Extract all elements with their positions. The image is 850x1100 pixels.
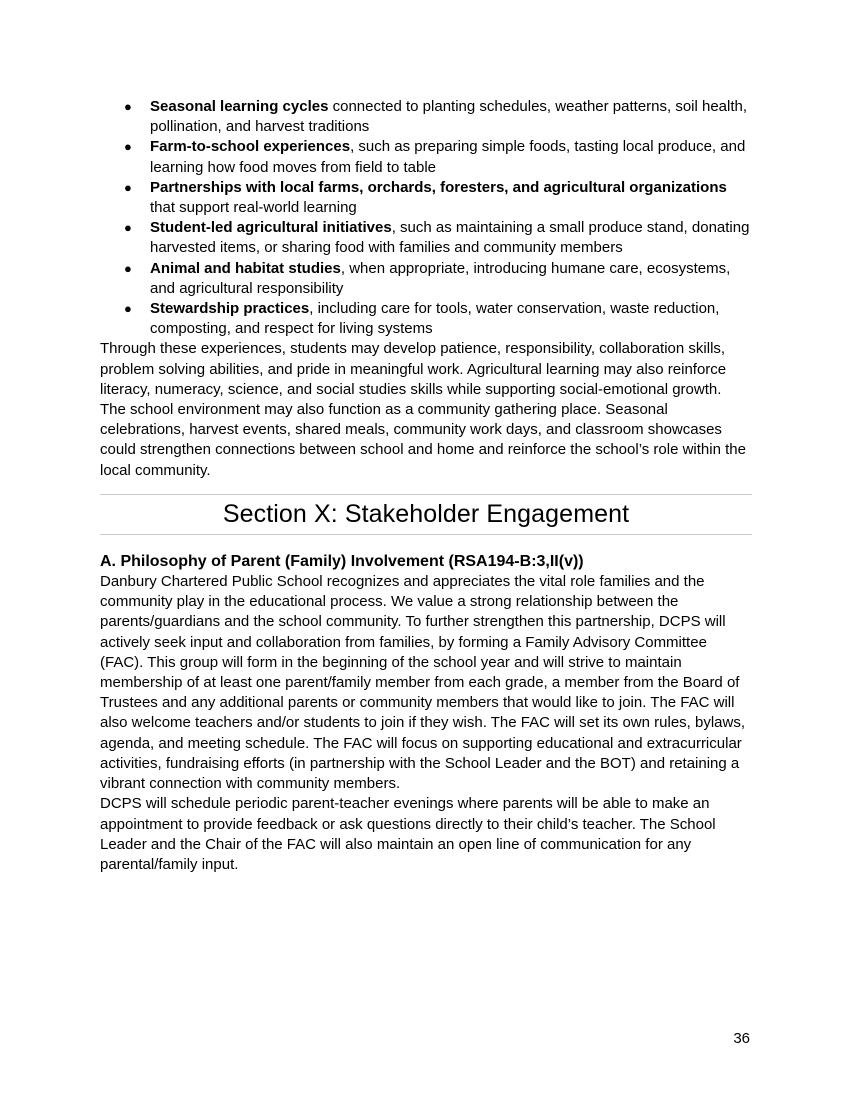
bullet-icon: ● (124, 301, 132, 317)
body-paragraph: Danbury Chartered Public School recognizes and appreciates the vital role families and the community play in the educational process. We value a strong relationship between the parents/guardians and the school community. To further strengthen this partnership, DCPS will actively seek input and collaboration from families, by forming a Family Advisory Committee (FAC). This group will form in the beginning of the school year and will strive to maintain membership of at least one parent/family member from each grade, a member from the Board of Trustees and any additional parents or community members that would like to join. The FAC will also welcome teachers and/or students to join if they wish. The FAC will set its own rules, bylaws, agenda, and meeting schedule. The FAC will focus on supporting educational and extracurricular activities, fundraising efforts (in partnership with the School Leader and the BOT) and retaining a vibrant connection with community members. (100, 573, 746, 793)
subheading: A. Philosophy of Parent (Family) Involvement (RSA194-B:3,II(v)) (100, 552, 584, 570)
list-item-text: , such as maintaining a small produce stand, donating harvested items, or sharing food with families and community members (150, 219, 750, 257)
list-item (100, 97, 752, 137)
list-item-text: connected to planting schedules, weather patterns, soil health, pollination, and harvest traditions (150, 98, 748, 136)
list-item-bold: Seasonal learning cycles (150, 98, 329, 115)
page-content (100, 97, 752, 875)
list-item-bold: Student‑led agricultural initiatives (150, 219, 392, 237)
list-item (100, 218, 752, 258)
list-item-text: , including care for tools, water conservation, waste reduction, composting, and respect for living systems (150, 300, 720, 338)
list-item-bold: Animal and habitat studies (150, 259, 341, 277)
bullet-list (100, 97, 752, 339)
list-item (100, 178, 752, 218)
body-paragraph: The school environment may also function as a community gathering place. Seasonal celebrations, harvest events, shared meals, community work days, and classroom showcases could strengthen connections between school and home and reinforce the school’s role within the local community. (100, 401, 746, 479)
body-paragraph: DCPS will schedule periodic parent-teacher evenings where parents will be able to make an appointment to provide feedback or ask questions directly to their child’s teacher. The School Leader and the Chair of the FAC will also maintain an open line of communication for any parental/family input. (100, 795, 716, 873)
list-item-bold: Stewardship practices (150, 300, 310, 318)
section-heading-box (100, 494, 752, 535)
bullet-icon: ● (124, 99, 132, 114)
bullet-icon: ● (124, 260, 132, 276)
list-item-text: , such as preparing simple foods, tasting local produce, and learning how food moves from field to table (150, 138, 746, 176)
list-item-bold: Partnerships with local farms, orchards, foresters, and agricultural organizations (150, 178, 727, 196)
bullet-icon: ● (124, 139, 132, 155)
list-item-bold: Farm‑to‑school experiences (150, 138, 351, 156)
list-item-text: , when appropriate, introducing humane care, ecosystems, and agricultural responsibility (150, 259, 731, 297)
list-item-text: that support real‑world learning (150, 199, 357, 217)
list-item (100, 259, 752, 299)
page-number: 36 (733, 1030, 750, 1047)
list-item (100, 299, 752, 339)
bullet-icon: ● (124, 220, 132, 236)
section-title: Section X: Stakeholder Engagement (222, 500, 630, 529)
body-paragraph: Through these experiences, students may develop patience, responsibility, collaboration skills, problem solving abilities, and pride in meaningful work. Agricultural learning may also reinforce literacy, numeracy, science, and social studies skills while supporting social‑emotional growth. (100, 340, 727, 398)
bullet-icon: ● (124, 179, 132, 195)
list-item (100, 137, 752, 177)
